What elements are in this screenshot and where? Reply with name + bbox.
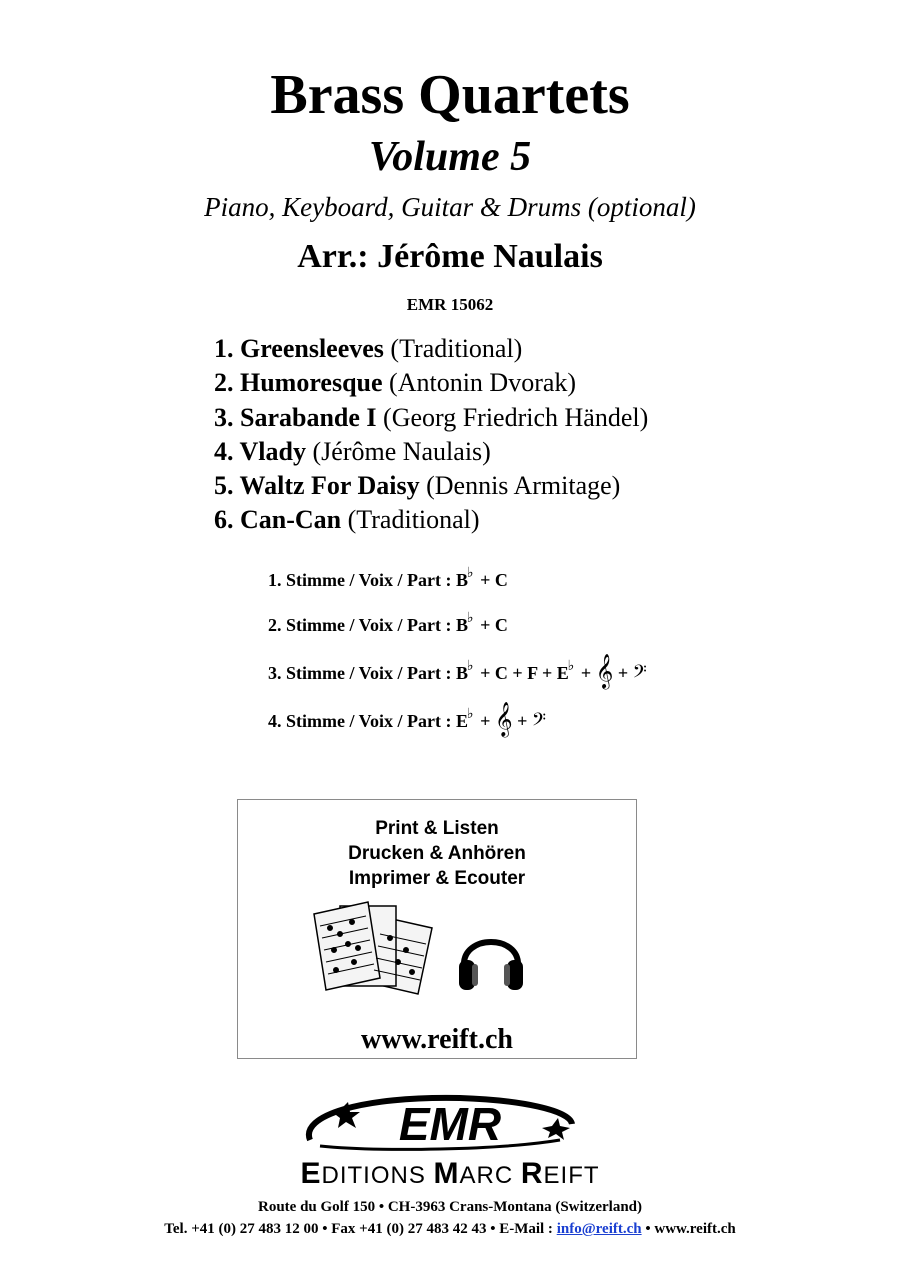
email-link[interactable]: info@reift.ch [556,1221,642,1237]
track-item: 1. Greensleeves (Traditional) [214,334,523,363]
part-label: 3. Stimme / Voix / Part : [268,663,452,683]
track-list [214,332,648,538]
emr-logo-text: EMR [398,1098,502,1150]
part-row: 2. Stimme / Voix / Part : B♭ + C [268,611,508,635]
track-item: 4. Vlady (Jérôme Naulais) [214,436,491,466]
part-row: 4. Stimme / Voix / Part : E♭ + 𝄞 + 𝄢 [268,702,547,737]
part-label: 4. Stimme / Voix / Part : [268,711,452,731]
publisher-name: EDITIONS MARC REIFT [300,1157,600,1190]
part-row: 1. Stimme / Voix / Part : B♭ + C [268,566,508,590]
volume-subtitle: Volume 5 [368,134,532,180]
track-item: 5. Waltz For Daisy (Dennis Armitage) [214,471,621,501]
promo-website-link[interactable]: www.reift.ch [361,1024,513,1055]
promo-line-en: Print & Listen [375,818,499,839]
publisher-address: Route du Golf 150 • CH-3963 Crans-Montana (Switzerland) [258,1199,642,1215]
part-row: 3. Stimme / Voix / Part : B♭ + C + F + E♭ + 𝄞 + 𝄢 [268,654,647,689]
bass-clef-icon: 𝄢 [531,710,547,735]
page-title: Brass Quartets [270,64,630,126]
emr-logo [300,1088,590,1154]
sheet-music-icon [310,900,442,996]
catalog-number: EMR 15062 [406,295,494,314]
part-label: 1. Stimme / Voix / Part : [268,570,452,590]
track-item: 6. Can-Can (Traditional) [214,505,480,535]
treble-clef-icon: 𝄞 [494,702,513,737]
publisher-contact: Tel. +41 (0) 27 483 12 00 • Fax +41 (0) 27 483 42 43 • E-Mail : info@reift.ch • www.reift.ch [164,1221,736,1237]
treble-clef-icon: 𝄞 [595,654,614,689]
instrumentation: Piano, Keyboard, Guitar & Drums (optional) [204,192,696,222]
track-item: 3. Sarabande I (Georg Friedrich Händel) [214,402,649,432]
promo-line-fr: Imprimer & Ecouter [348,868,526,889]
promo-line-de: Drucken & Anhören [348,843,526,864]
bass-clef-icon: 𝄢 [632,662,647,687]
part-label: 2. Stimme / Voix / Part : [268,615,452,635]
print-listen-box [237,799,637,1059]
arranger: Arr.: Jérôme Naulais [297,238,603,275]
headphones-icon [456,920,526,996]
track-item: 2. Humoresque (Antonin Dvorak) [214,368,577,398]
